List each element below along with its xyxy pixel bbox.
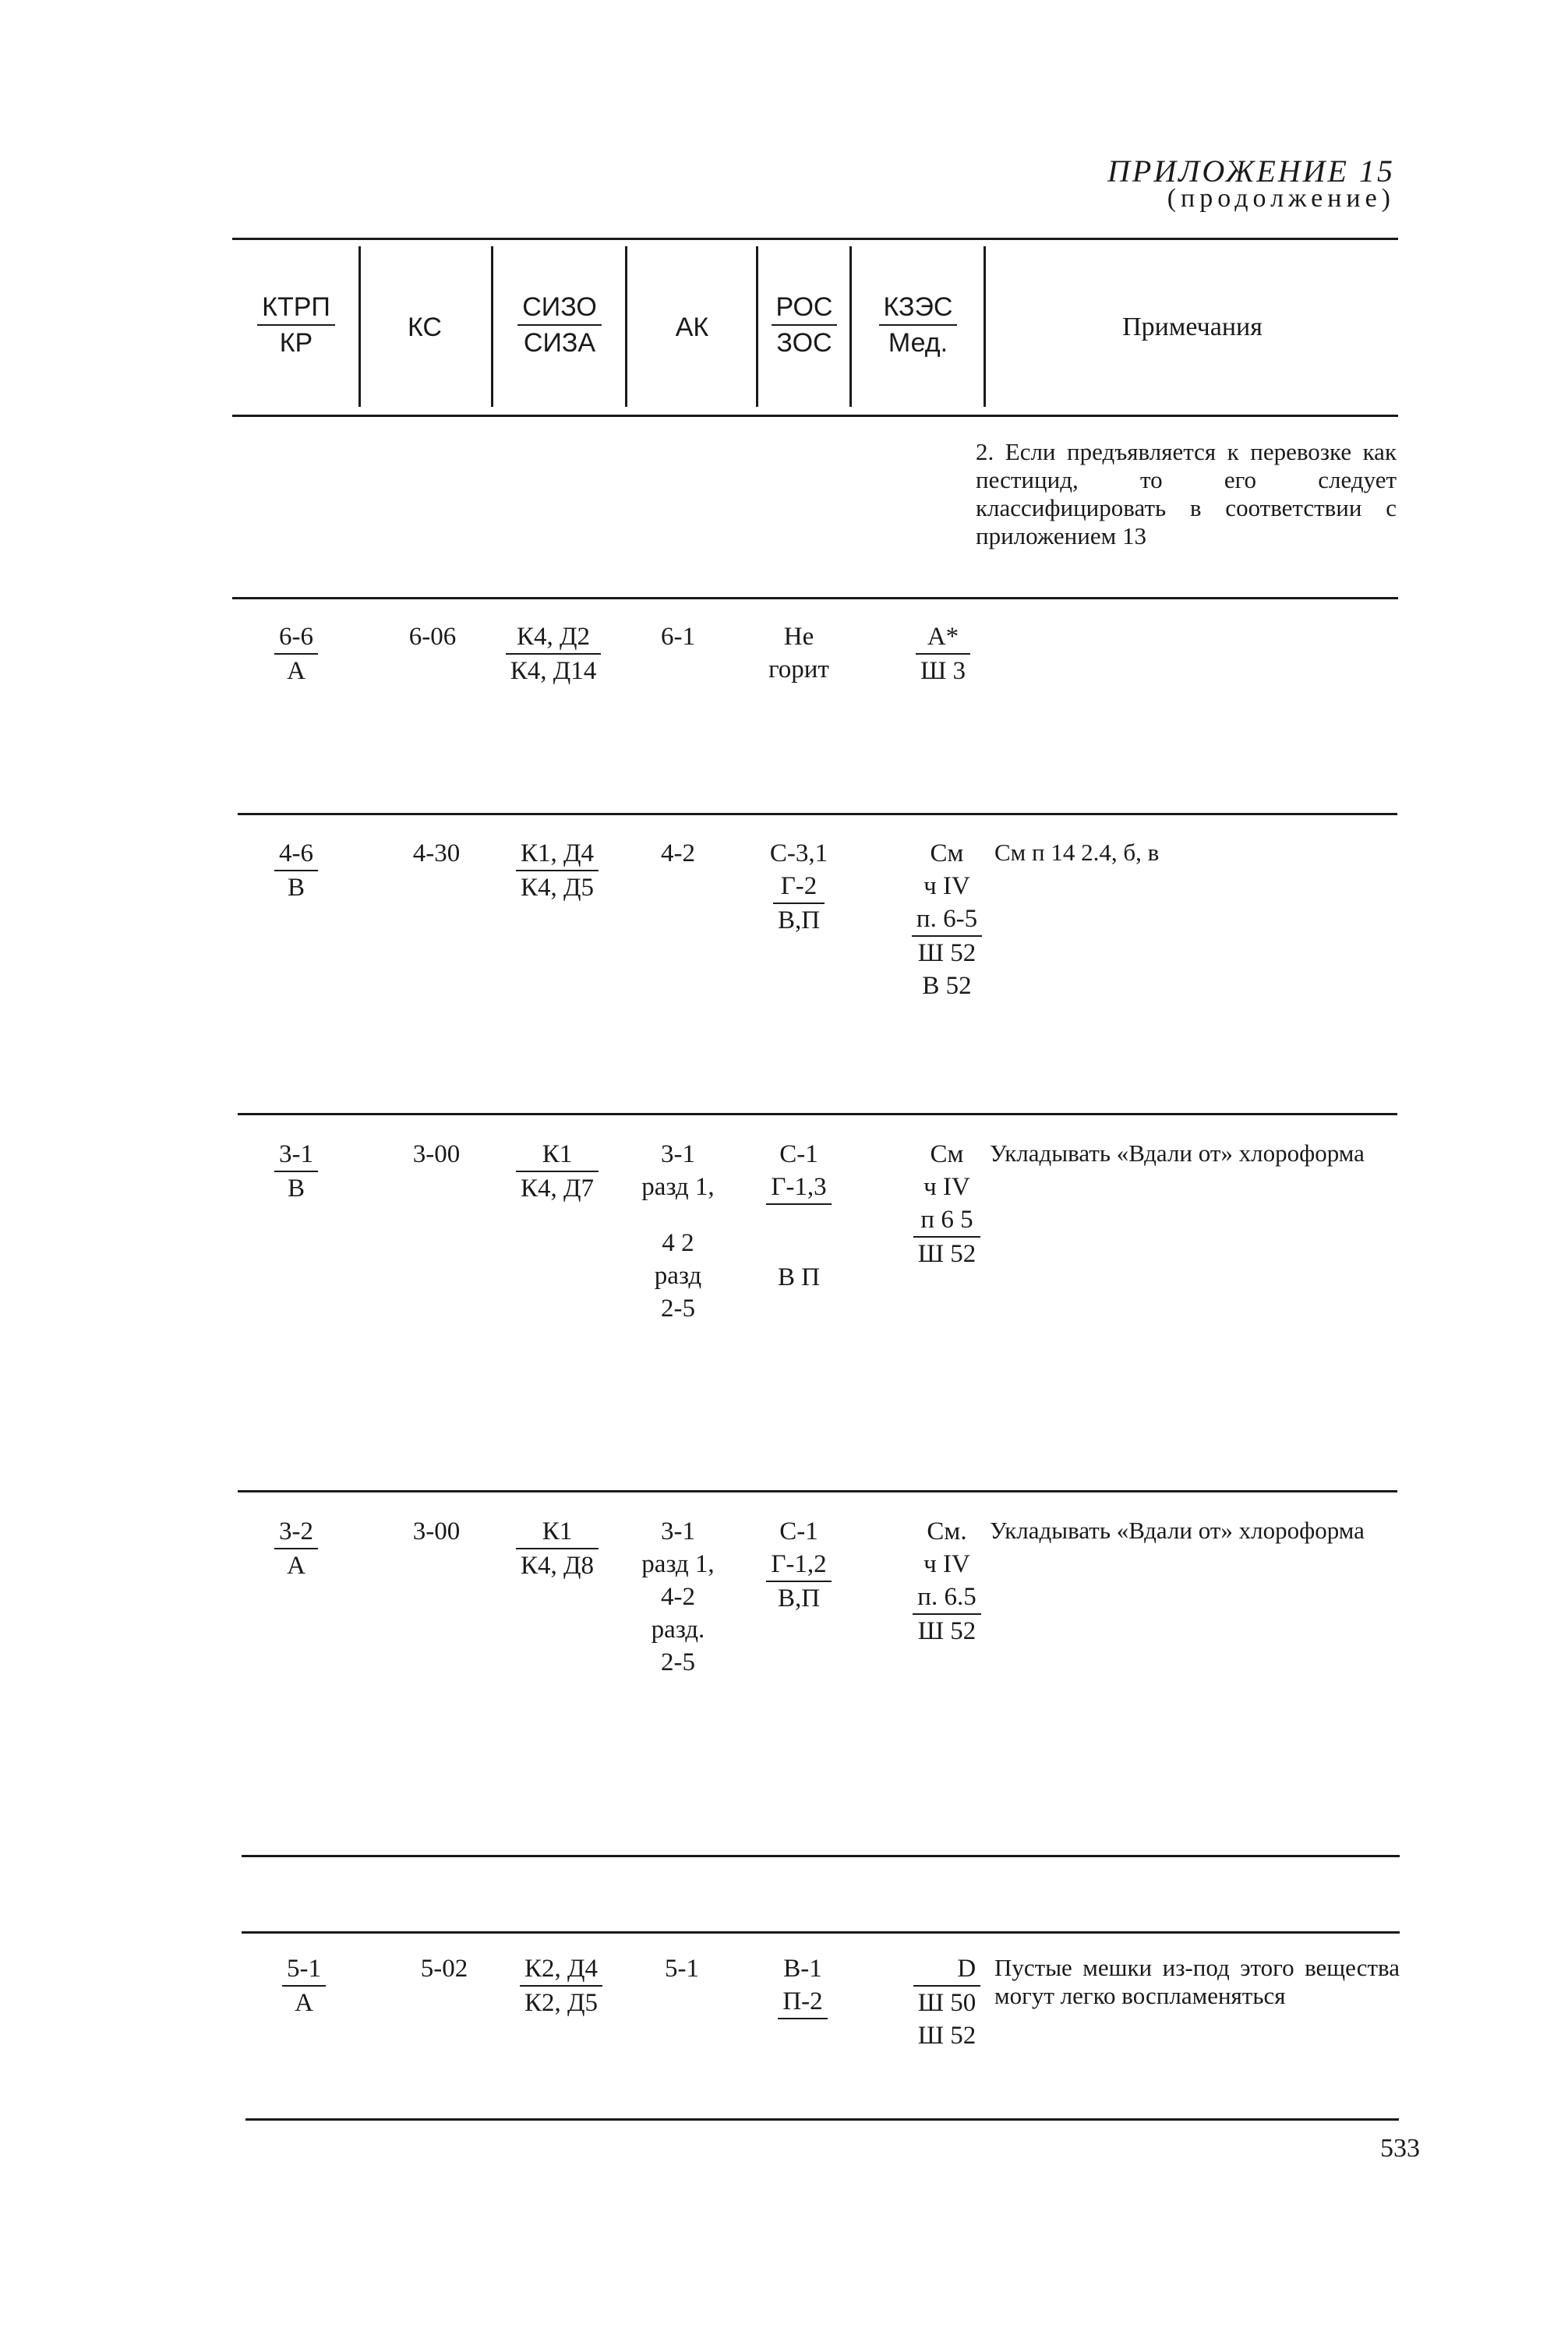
ak: 3-1 разд 1, 4 2 разд 2-5 xyxy=(641,1140,715,1323)
row-separator xyxy=(232,597,1398,599)
sizo-siza: $\frac{К1}{К4, Д8}$ xyxy=(487,1515,627,1582)
appendix-title: ПРИЛОЖЕНИЕ 15 xyxy=(1107,154,1395,189)
header-divider-4 xyxy=(756,246,758,407)
col-header-ks: КС xyxy=(408,313,442,342)
ros-zos: Не горит xyxy=(768,623,829,684)
appendix-subtitle: (продолжение) xyxy=(1167,184,1395,213)
header-divider-6 xyxy=(984,246,986,407)
table-bottom-rule xyxy=(245,2118,1399,2121)
row-separator xyxy=(242,1855,1400,1857)
kzes-med: См ч IV $\frac{п. 6-5}{Ш 52}$ В 52 xyxy=(896,837,998,1002)
header-divider-2 xyxy=(491,246,493,407)
ros-zos: С-1 $\frac{Г-1,2}{В,П}$ xyxy=(748,1515,849,1615)
ktrp-kr: $\frac{6-6}{А}$ xyxy=(257,620,335,687)
row-note: Укладывать «Вдали от» хлороформа xyxy=(990,1139,1365,1167)
ks: 4-30 xyxy=(412,839,461,867)
col-header-notes: Примечания xyxy=(1122,313,1263,341)
ks: 6-06 xyxy=(408,623,457,651)
header-bottom-rule xyxy=(232,415,1398,417)
col-header-ros-zos: $\frac{\text{РОС}}{\text{ЗОС}}$ xyxy=(759,290,849,360)
ktrp-kr: $\frac{4-6}{В}$ xyxy=(257,837,335,904)
kzes-med: См. ч IV $\frac{п. 6.5}{Ш 52}$ xyxy=(896,1515,998,1648)
ks: 5-02 xyxy=(420,1955,468,1983)
sizo-siza: $\frac{К4, Д2}{К4, Д14}$ xyxy=(483,620,623,687)
row-separator xyxy=(238,1113,1397,1115)
ros-zos: В-1 П-2 xyxy=(752,1952,853,2052)
row-separator xyxy=(238,813,1397,815)
ktrp-kr: $\frac{3-2}{А}$ xyxy=(257,1515,335,1582)
ks: 3-00 xyxy=(412,1517,461,1545)
kzes-med: См ч IV $\frac{п 6 5}{Ш 52}$ xyxy=(896,1138,998,1270)
ks: 3-00 xyxy=(412,1140,461,1168)
ak: 4-2 xyxy=(661,839,695,867)
page-number: 533 xyxy=(1380,2134,1420,2163)
kzes-med: $\frac{D}{Ш 50}$ Ш 52 xyxy=(896,1952,998,2052)
sizo-siza: $\frac{К2, Д4}{К2, Д5}$ xyxy=(491,1952,631,2019)
row-note: Пустые мешки из-под этого вещества могут легко воспламеняться xyxy=(994,1954,1400,2009)
ktrp-kr: $\frac{5-1}{А}$ xyxy=(265,1952,343,2019)
kzes-med: $\frac{А*}{Ш 3}$ xyxy=(896,620,990,687)
ak: 6-1 xyxy=(661,623,695,651)
col-header-ak: АК xyxy=(675,313,709,342)
header-top-rule xyxy=(232,238,1398,240)
row-separator xyxy=(242,1931,1400,1934)
ktrp-kr: $\frac{3-1}{В}$ xyxy=(257,1138,335,1205)
header-divider-5 xyxy=(849,246,852,407)
col-header-kzes-med: $\frac{\text{КЗЭС}}{\text{Мед.}}$ xyxy=(853,290,984,360)
col-header-ktrp-kr: $\frac{\text{КТРП}}{КР}$ xyxy=(234,290,358,360)
continued-note: 2. Если предъявляется к перевозке как пестицид, то его следует классифицировать в соответствии с приложением 13 xyxy=(976,438,1397,549)
ak: 5-1 xyxy=(665,1955,699,1983)
ak: 3-1 разд 1, 4-2 разд. 2-5 xyxy=(641,1517,715,1676)
row-note: См п 14 2.4, б, в xyxy=(994,839,1160,866)
header-divider-1 xyxy=(358,246,361,407)
col-header-sizo-siza: $\frac{\text{СИЗО}}{\text{СИЗА}}$ xyxy=(494,290,625,360)
ros-zos: С-3,1 $\frac{Г-2}{В,П}$ xyxy=(769,839,828,934)
sizo-siza: $\frac{К1}{К4, Д7}$ xyxy=(487,1138,627,1205)
header-divider-3 xyxy=(625,246,627,407)
sizo-siza: $\frac{К1, Д4}{К4, Д5}$ xyxy=(487,837,627,904)
row-note: Укладывать «Вдали от» хлороформа xyxy=(990,1517,1365,1544)
row-separator xyxy=(238,1490,1397,1492)
ros-zos: С-1 Г-1,3 В П xyxy=(748,1138,849,1294)
